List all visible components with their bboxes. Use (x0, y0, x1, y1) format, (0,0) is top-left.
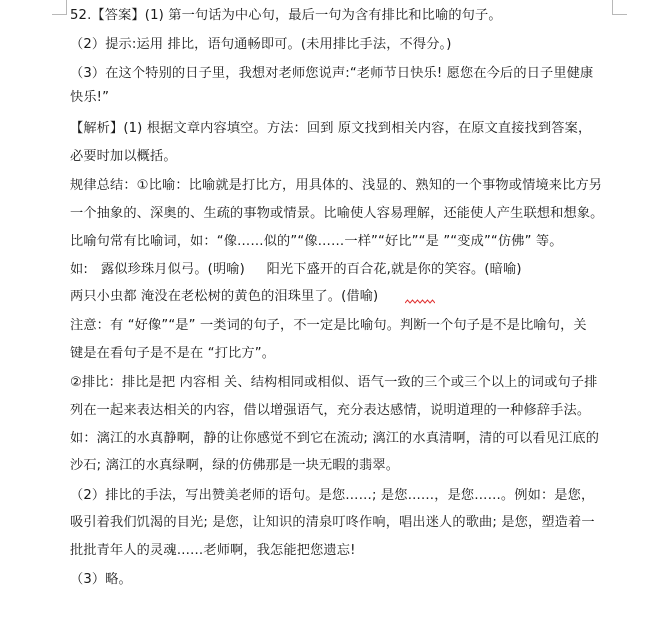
parallel-line-1: ②排比：排比是把 内容相 关、结构相同或相似、语气一致的三个或三个以上的词或句子排 (70, 375, 598, 390)
analysis-line-2: 必要时加以概括。 (70, 149, 177, 164)
praise-line-3: 批批青年人的灵魂……老师啊，我怎能把您遗忘! (70, 543, 356, 558)
spellcheck-squiggle (405, 299, 435, 305)
answer-line-2: （2）提示:运用 排比，语句通畅即可。(未用排比手法，不得分。) (70, 37, 452, 52)
rule-line-1: 规律总结：①比喻：比喻就是打比方，用具体的、浅显的、熟知的一个事物或情境来比方另 (70, 178, 603, 193)
answer-line-1: 52.【答案】(1) 第一句话为中心句，最后一句为含有排比和比喻的句子。 (70, 8, 502, 23)
answer-line-3: （3）在这个特别的日子里，我想对老师您说声:“老师节日快乐! 愿您在今后的日子里健康 (70, 66, 594, 81)
rule-line-2: 一个抽象的、深奥的、生疏的事物或情景。比喻使人容易理解，还能使人产生联想和想象。 (70, 206, 604, 221)
example-line-2: 两只小虫都 淹没在老松树的黄色的泪珠里了。(借喻) (70, 289, 379, 304)
omitted-line: （3）略。 (70, 572, 132, 587)
praise-line-1: （2）排比的手法，写出赞美老师的语句。是您……; 是您……，是您……。例如：是您， (70, 488, 595, 503)
page-corner-mark-right (612, 0, 627, 15)
praise-line-2: 吸引着我们饥渴的目光; 是您，让知识的清泉叮咚作响，唱出迷人的歌曲; 是您，塑造着一 (70, 515, 595, 530)
note-line-1: 注意：有 “好像”“是” 一类词的句子，不一定是比喻句。判断一个句子是不是比喻句，关 (70, 318, 587, 333)
note-line-2: 键是在看句子是不是在 “打比方”。 (70, 346, 276, 361)
example-line-1: 如: 露似珍珠月似弓。(明喻) 阳光下盛开的百合花,就是你的笑容。(暗喻) (70, 262, 522, 277)
page-corner-mark-left (52, 0, 67, 15)
analysis-line-1: 【解析】(1) 根据文章内容填空。方法：回到 原文找到相关内容，在原文直接找到答案， (70, 121, 592, 136)
rule-line-3: 比喻句常有比喻词，如：“像……似的”“像……一样”“好比”“是 ”“变成”“仿佛” 等。 (70, 234, 563, 249)
parallel-line-3: 如：漓江的水真静啊，静的让你感觉不到它在流动; 漓江的水真清啊，清的可以看见江底的 (70, 431, 600, 446)
parallel-line-4: 沙石; 漓江的水真绿啊，绿的仿佛那是一块无暇的翡翠。 (70, 458, 400, 473)
answer-line-3b: 快乐!” (70, 90, 110, 105)
parallel-line-2: 列在一起来表达相关的内容，借以增强语气，充分表达感情，说明道理的一种修辞手法。 (70, 403, 591, 418)
